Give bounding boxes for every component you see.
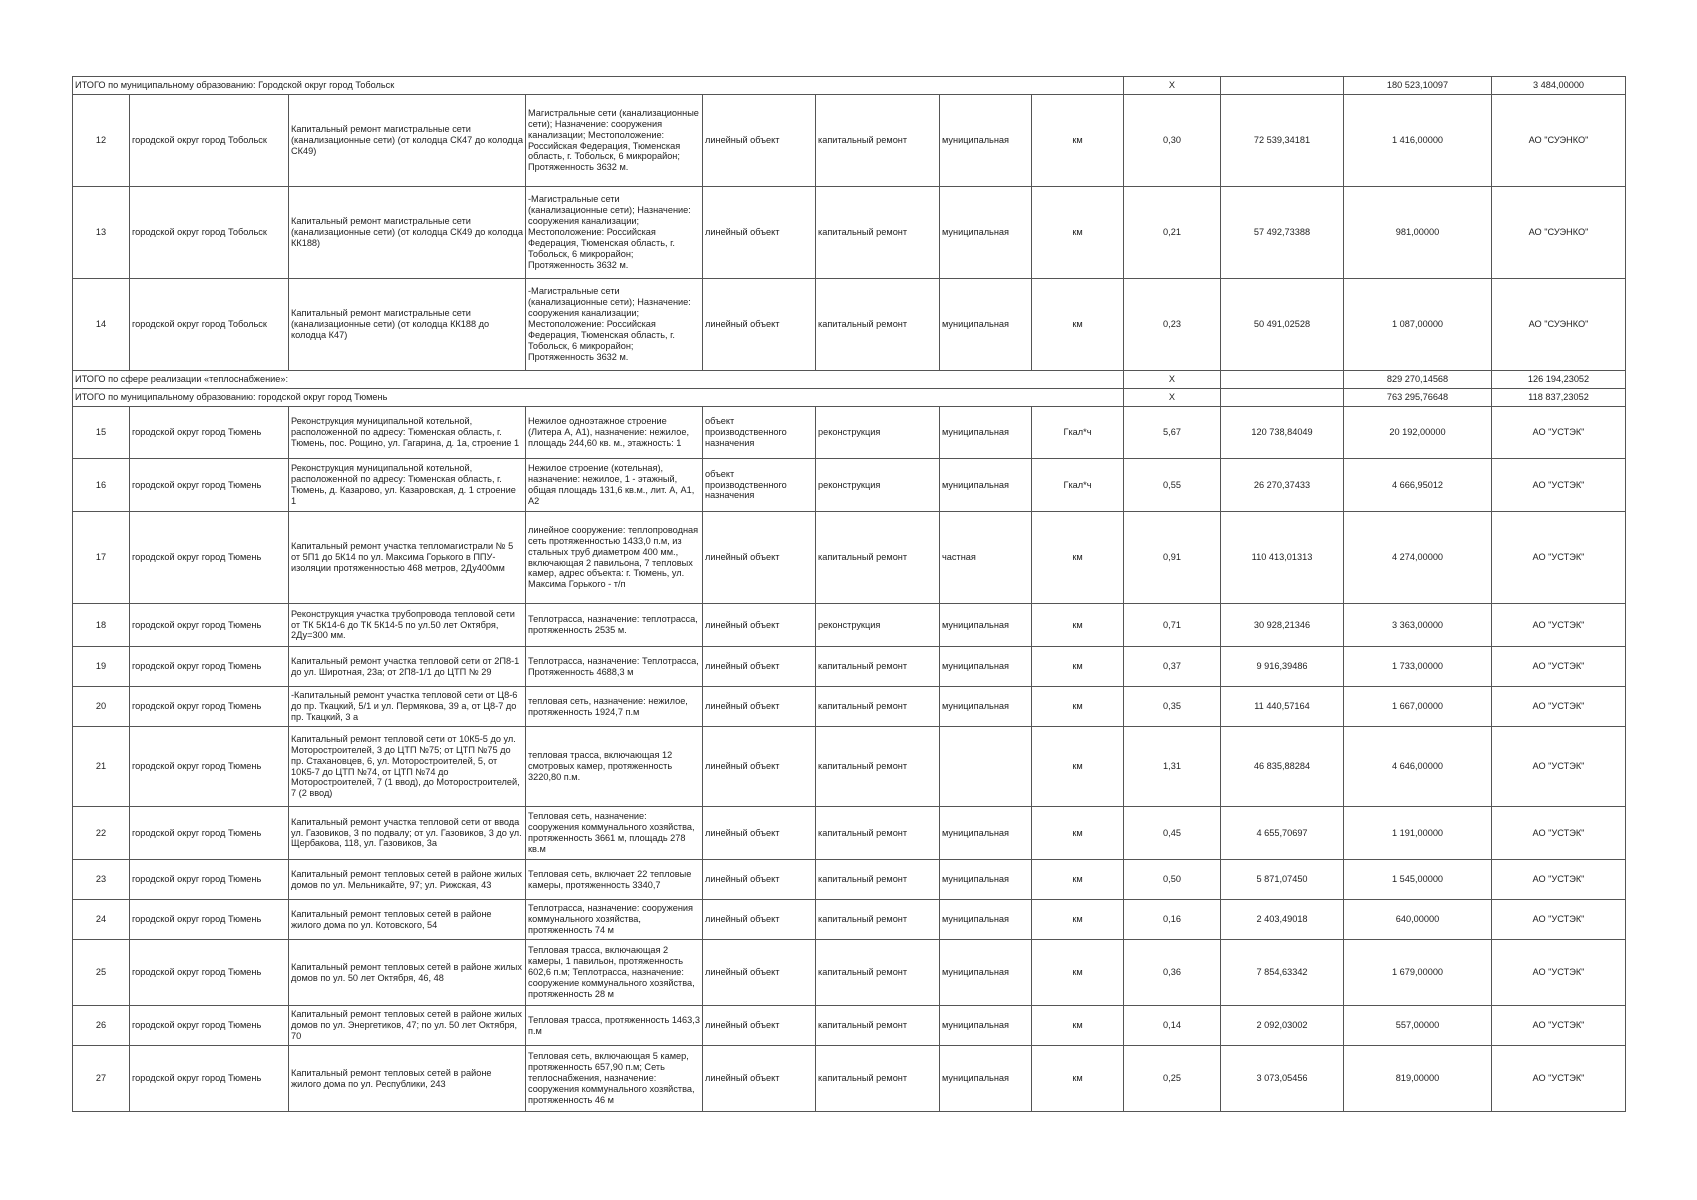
- project-name: Капитальный ремонт тепловых сетей в районе жилого дома по ул. Республики, 243: [289, 1046, 526, 1112]
- amount-total: 50 491,02528: [1221, 279, 1344, 371]
- ownership: муниципальная: [940, 1006, 1032, 1046]
- work-type: реконструкция: [816, 407, 940, 459]
- total-sum1: 763 295,76648: [1344, 389, 1492, 407]
- table-row: [73, 940, 1626, 1006]
- amount-year: 1 191,00000: [1344, 807, 1492, 860]
- total-sum1: 180 523,10097: [1344, 77, 1492, 95]
- total-row-tobolsk: [73, 77, 1626, 95]
- amount-year: 1 416,00000: [1344, 95, 1492, 187]
- object-type: объект производственного назначения: [703, 459, 816, 512]
- municipality: городской округ город Тобольск: [130, 279, 289, 371]
- quantity: 0,16: [1124, 900, 1221, 940]
- quantity: 0,55: [1124, 459, 1221, 512]
- ownership: частная: [940, 512, 1032, 604]
- quantity: 0,36: [1124, 940, 1221, 1006]
- amount-year: 1 545,00000: [1344, 860, 1492, 900]
- unit: км: [1032, 604, 1124, 647]
- object-description: Теплотрасса, назначение: сооружения коммунального хозяйства, протяженность 74 м: [526, 900, 703, 940]
- project-name: Реконструкция муниципальной котельной, расположенной по адресу: Тюменская область, г. Тюмень, д. Казарово, ул. Казаровская, д. 1 строение 1: [289, 459, 526, 512]
- quantity: 0,91: [1124, 512, 1221, 604]
- municipality: городской округ город Тюмень: [130, 940, 289, 1006]
- table-row: [73, 647, 1626, 687]
- row-number: 18: [73, 604, 130, 647]
- unit: км: [1032, 1006, 1124, 1046]
- work-type: капитальный ремонт: [816, 900, 940, 940]
- amount-total: 11 440,57164: [1221, 687, 1344, 727]
- total-sum1: 829 270,14568: [1344, 371, 1492, 389]
- ownership: муниципальная: [940, 687, 1032, 727]
- table-row: [73, 1006, 1626, 1046]
- unit: Гкал*ч: [1032, 407, 1124, 459]
- unit: Гкал*ч: [1032, 459, 1124, 512]
- total-sum2: 3 484,00000: [1492, 77, 1626, 95]
- amount-year: 20 192,00000: [1344, 407, 1492, 459]
- work-type: капитальный ремонт: [816, 1046, 940, 1112]
- row-number: 19: [73, 647, 130, 687]
- project-name: Капитальный ремонт тепловой сети от 10К5-5 до ул. Моторостроителей, 3 до ЦТП №75; от ЦТП №75 до пр. Стахановцев, 6, ул. Моторостроителей, 5, от 10К5-7 до ЦТП №74, от ЦТП №74 до Моторостроителей, 7 (1 ввод), до Моторостроителей, 7 (2 ввод): [289, 727, 526, 807]
- organization: АО "УСТЭК": [1492, 1006, 1626, 1046]
- table-row: [73, 687, 1626, 727]
- object-type: линейный объект: [703, 687, 816, 727]
- amount-year: 640,00000: [1344, 900, 1492, 940]
- municipality: городской округ город Тюмень: [130, 687, 289, 727]
- amount-year: 3 363,00000: [1344, 604, 1492, 647]
- ownership: муниципальная: [940, 860, 1032, 900]
- object-type: линейный объект: [703, 807, 816, 860]
- work-type: капитальный ремонт: [816, 807, 940, 860]
- amount-total: 2 403,49018: [1221, 900, 1344, 940]
- object-type: линейный объект: [703, 187, 816, 279]
- quantity: 0,71: [1124, 604, 1221, 647]
- amount-year: 1 733,00000: [1344, 647, 1492, 687]
- municipality: городской округ город Тюмень: [130, 1046, 289, 1112]
- amount-year: 1 679,00000: [1344, 940, 1492, 1006]
- amount-total: 5 871,07450: [1221, 860, 1344, 900]
- amount-year: 1 667,00000: [1344, 687, 1492, 727]
- object-description: -Магистральные сети (канализационные сети); Назначение: сооружения канализации; Местоположение: Российская Федерация, Тюменская область, г. Тобольск, 6 микрорайон; Протяженность 3632 м.: [526, 187, 703, 279]
- amount-total: 3 073,05456: [1221, 1046, 1344, 1112]
- total-unit: Х: [1124, 371, 1221, 389]
- work-type: капитальный ремонт: [816, 512, 940, 604]
- ownership: муниципальная: [940, 279, 1032, 371]
- table-row: [73, 807, 1626, 860]
- work-type: капитальный ремонт: [816, 1006, 940, 1046]
- organization: АО "УСТЭК": [1492, 407, 1626, 459]
- table-row: [73, 727, 1626, 807]
- unit: км: [1032, 187, 1124, 279]
- row-number: 27: [73, 1046, 130, 1112]
- total-label: ИТОГО по муниципальному образованию: Городской округ город Тобольск: [73, 77, 1124, 95]
- table-row: [73, 459, 1626, 512]
- quantity: 0,45: [1124, 807, 1221, 860]
- quantity: 5,67: [1124, 407, 1221, 459]
- total-unit: Х: [1124, 389, 1221, 407]
- total-label: ИТОГО по сфере реализации «теплоснабжение»:: [73, 371, 1124, 389]
- organization: АО "УСТЭК": [1492, 1046, 1626, 1112]
- row-number: 17: [73, 512, 130, 604]
- object-type: линейный объект: [703, 1006, 816, 1046]
- work-type: реконструкция: [816, 459, 940, 512]
- object-type: линейный объект: [703, 279, 816, 371]
- work-type: капитальный ремонт: [816, 647, 940, 687]
- total-sum2: 126 194,23052: [1492, 371, 1626, 389]
- object-type: линейный объект: [703, 647, 816, 687]
- row-number: 13: [73, 187, 130, 279]
- row-number: 23: [73, 860, 130, 900]
- organization: АО "УСТЭК": [1492, 900, 1626, 940]
- ownership: муниципальная: [940, 807, 1032, 860]
- ownership: муниципальная: [940, 187, 1032, 279]
- object-description: тепловая сеть, назначение: нежилое, протяженность 1924,7 п.м: [526, 687, 703, 727]
- table-row: [73, 604, 1626, 647]
- object-description: Тепловая сеть, включает 22 тепловые камеры, протяженность 3340,7: [526, 860, 703, 900]
- project-name: Капитальный ремонт участка тепловой сети от 2П8-1 до ул. Широтная, 23а; от 2П8-1/1 до ЦТП № 29: [289, 647, 526, 687]
- quantity: 1,31: [1124, 727, 1221, 807]
- municipality: городской округ город Тобольск: [130, 187, 289, 279]
- object-type: линейный объект: [703, 95, 816, 187]
- amount-year: 1 087,00000: [1344, 279, 1492, 371]
- project-name: Капитальный ремонт тепловых сетей в районе жилых домов по ул. 50 лет Октября, 46, 48: [289, 940, 526, 1006]
- organization: АО "УСТЭК": [1492, 860, 1626, 900]
- work-type: капитальный ремонт: [816, 687, 940, 727]
- table-row: [73, 512, 1626, 604]
- unit: км: [1032, 940, 1124, 1006]
- organization: АО "УСТЭК": [1492, 687, 1626, 727]
- object-description: Теплотрасса, назначение: теплотрасса, протяженность 2535 м.: [526, 604, 703, 647]
- amount-year: 981,00000: [1344, 187, 1492, 279]
- work-type: капитальный ремонт: [816, 860, 940, 900]
- amount-total: 110 413,01313: [1221, 512, 1344, 604]
- amount-total: 57 492,73388: [1221, 187, 1344, 279]
- amount-total: 120 738,84049: [1221, 407, 1344, 459]
- row-number: 22: [73, 807, 130, 860]
- object-description: Магистральные сети (канализационные сети); Назначение: сооружения канализации; Местоположение: Российская Федерация, Тюменская область, г. Тобольск, 6 микрорайон; Протяженность 3632 м.: [526, 95, 703, 187]
- municipality: городской округ город Тюмень: [130, 727, 289, 807]
- municipality: городской округ город Тюмень: [130, 407, 289, 459]
- organization: АО "СУЭНКО": [1492, 279, 1626, 371]
- row-number: 20: [73, 687, 130, 727]
- unit: км: [1032, 727, 1124, 807]
- quantity: 0,35: [1124, 687, 1221, 727]
- object-description: линейное сооружение: теплопроводная сеть протяженностью 1433,0 п.м, из стальных труб диаметром 400 мм., включающая 2 павильона, 7 тепловых камер, адрес объекта: г. Тюмень, ул. Максима Горького - т/п: [526, 512, 703, 604]
- quantity: 0,30: [1124, 95, 1221, 187]
- municipality: городской округ город Тюмень: [130, 860, 289, 900]
- amount-year: 4 274,00000: [1344, 512, 1492, 604]
- object-description: Теплотрасса, назначение: Теплотрасса, Протяженность 4688,3 м: [526, 647, 703, 687]
- organization: АО "УСТЭК": [1492, 647, 1626, 687]
- row-number: 15: [73, 407, 130, 459]
- project-name: Реконструкция муниципальной котельной, расположенной по адресу: Тюменская область, г. Тюмень, пос. Рощино, ул. Гагарина, д. 1а, строение 1: [289, 407, 526, 459]
- row-number: 12: [73, 95, 130, 187]
- total-label: ИТОГО по муниципальному образованию: городской округ город Тюмень: [73, 389, 1124, 407]
- unit: км: [1032, 1046, 1124, 1112]
- amount-year: 819,00000: [1344, 1046, 1492, 1112]
- work-type: капитальный ремонт: [816, 95, 940, 187]
- table-row: [73, 1046, 1626, 1112]
- project-name: Капитальный ремонт магистральные сети (канализационные сети) (от колодца СК47 до колодца СК49): [289, 95, 526, 187]
- object-type: линейный объект: [703, 1046, 816, 1112]
- object-type: линейный объект: [703, 940, 816, 1006]
- row-number: 26: [73, 1006, 130, 1046]
- amount-total: 30 928,21346: [1221, 604, 1344, 647]
- work-type: капитальный ремонт: [816, 940, 940, 1006]
- table-row: [73, 900, 1626, 940]
- row-number: 24: [73, 900, 130, 940]
- row-number: 21: [73, 727, 130, 807]
- municipality: городской округ город Тюмень: [130, 1006, 289, 1046]
- amount-total: 2 092,03002: [1221, 1006, 1344, 1046]
- municipality: городской округ город Тюмень: [130, 900, 289, 940]
- unit: км: [1032, 279, 1124, 371]
- object-type: линейный объект: [703, 900, 816, 940]
- municipality: городской округ город Тюмень: [130, 604, 289, 647]
- municipality: городской округ город Тюмень: [130, 807, 289, 860]
- organization: АО "УСТЭК": [1492, 807, 1626, 860]
- table-body: [73, 77, 1626, 1112]
- ownership: муниципальная: [940, 407, 1032, 459]
- row-number: 14: [73, 279, 130, 371]
- total-unit: Х: [1124, 77, 1221, 95]
- ownership: муниципальная: [940, 459, 1032, 512]
- object-description: -Магистральные сети (канализационные сети); Назначение: сооружения канализации; Местоположение: Российская Федерация, Тюменская область, г. Тобольск, 6 микрорайон; Протяженность 3632 м.: [526, 279, 703, 371]
- amount-year: 557,00000: [1344, 1006, 1492, 1046]
- object-description: Тепловая трасса, протяженность 1463,3 п.м: [526, 1006, 703, 1046]
- table-row: [73, 860, 1626, 900]
- quantity: 0,14: [1124, 1006, 1221, 1046]
- organization: АО "СУЭНКО": [1492, 95, 1626, 187]
- municipality: городской округ город Тобольск: [130, 95, 289, 187]
- ownership: муниципальная: [940, 604, 1032, 647]
- object-type: объект производственного назначения: [703, 407, 816, 459]
- object-description: Тепловая сеть, назначение: сооружения коммунального хозяйства, протяженность 3661 м, площадь 278 кв.м: [526, 807, 703, 860]
- ownership: муниципальная: [940, 940, 1032, 1006]
- work-type: капитальный ремонт: [816, 279, 940, 371]
- ownership: муниципальная: [940, 647, 1032, 687]
- work-type: капитальный ремонт: [816, 187, 940, 279]
- object-type: линейный объект: [703, 860, 816, 900]
- unit: км: [1032, 512, 1124, 604]
- unit: км: [1032, 647, 1124, 687]
- table-row: [73, 187, 1626, 279]
- project-name: Капитальный ремонт тепловых сетей в районе жилого дома по ул. Котовского, 54: [289, 900, 526, 940]
- amount-total: 9 916,39486: [1221, 647, 1344, 687]
- project-name: Капитальный ремонт участка тепломагистрали № 5 от 5П1 до 5К14 по ул. Максима Горького в ППУ-изоляции протяженностью 468 метров, 2Ду400мм: [289, 512, 526, 604]
- unit: км: [1032, 900, 1124, 940]
- unit: км: [1032, 95, 1124, 187]
- table-row: [73, 95, 1626, 187]
- project-name: Капитальный ремонт магистральные сети (канализационные сети) (от колодца КК188 до колодца К47): [289, 279, 526, 371]
- total-qty: [1221, 371, 1344, 389]
- quantity: 0,50: [1124, 860, 1221, 900]
- organization: АО "УСТЭК": [1492, 940, 1626, 1006]
- amount-total: 4 655,70697: [1221, 807, 1344, 860]
- organization: АО "УСТЭК": [1492, 727, 1626, 807]
- total-qty: [1221, 77, 1344, 95]
- quantity: 0,37: [1124, 647, 1221, 687]
- row-number: 16: [73, 459, 130, 512]
- row-number: 25: [73, 940, 130, 1006]
- object-description: Нежилое строение (котельная), назначение: нежилое, 1 - этажный, общая площадь 131,6 кв.м., лит. А, А1, А2: [526, 459, 703, 512]
- organization: АО "УСТЭК": [1492, 604, 1626, 647]
- object-description: Тепловая трасса, включающая 2 камеры, 1 павильон, протяженность 602,6 п.м; Теплотрасса, назначение: сооружение коммунального хозяйства, протяженность 28 м: [526, 940, 703, 1006]
- amount-total: 72 539,34181: [1221, 95, 1344, 187]
- object-type: линейный объект: [703, 727, 816, 807]
- investment-program-table: [72, 76, 1626, 1112]
- project-name: Капитальный ремонт участка тепловой сети от ввода ул. Газовиков, 3 по подвалу; от ул. Газовиков, 3 до ул. Щербакова, 118, ул. Газовиков, 3а: [289, 807, 526, 860]
- work-type: капитальный ремонт: [816, 727, 940, 807]
- project-name: Капитальный ремонт магистральные сети (канализационные сети) (от колодца СК49 до колодца КК188): [289, 187, 526, 279]
- municipality: городской округ город Тюмень: [130, 647, 289, 687]
- amount-total: 46 835,88284: [1221, 727, 1344, 807]
- ownership: муниципальная: [940, 1046, 1032, 1112]
- object-type: линейный объект: [703, 512, 816, 604]
- project-name: -Капитальный ремонт участка тепловой сети от Ц8-6 до пр. Ткацкий, 5/1 и ул. Пермякова, 39 а, от Ц8-7 до пр. Ткацкий, 3 а: [289, 687, 526, 727]
- project-name: Капитальный ремонт тепловых сетей в районе жилых домов по ул. Мельникайте, 97; ул. Рижская, 43: [289, 860, 526, 900]
- table-row: [73, 279, 1626, 371]
- work-type: реконструкция: [816, 604, 940, 647]
- project-name: Капитальный ремонт тепловых сетей в районе жилых домов по ул. Энергетиков, 47; по ул. 50 лет Октября, 70: [289, 1006, 526, 1046]
- quantity: 0,23: [1124, 279, 1221, 371]
- ownership: муниципальная: [940, 95, 1032, 187]
- organization: АО "СУЭНКО": [1492, 187, 1626, 279]
- amount-total: 7 854,63342: [1221, 940, 1344, 1006]
- object-description: Тепловая сеть, включающая 5 камер, протяженность 657,90 п.м; Сеть теплоснабжения, назначение: сооружения коммунального хозяйства, протяженность 46 м: [526, 1046, 703, 1112]
- amount-total: 26 270,37433: [1221, 459, 1344, 512]
- total-sum2: 118 837,23052: [1492, 389, 1626, 407]
- amount-year: 4 646,00000: [1344, 727, 1492, 807]
- quantity: 0,25: [1124, 1046, 1221, 1112]
- table-row: [73, 407, 1626, 459]
- unit: км: [1032, 807, 1124, 860]
- object-type: линейный объект: [703, 604, 816, 647]
- amount-year: 4 666,95012: [1344, 459, 1492, 512]
- object-description: тепловая трасса, включающая 12 смотровых камер, протяженность 3220,80 п.м.: [526, 727, 703, 807]
- project-name: Реконструкция участка трубопровода тепловой сети от ТК 5К14-6 до ТК 5К14-5 по ул.50 лет Октября, 2Ду=300 мм.: [289, 604, 526, 647]
- total-row-tyumen: [73, 389, 1626, 407]
- total-qty: [1221, 389, 1344, 407]
- organization: АО "УСТЭК": [1492, 459, 1626, 512]
- ownership: [940, 727, 1032, 807]
- total-row-heat-sphere: [73, 371, 1626, 389]
- ownership: муниципальная: [940, 900, 1032, 940]
- quantity: 0,21: [1124, 187, 1221, 279]
- object-description: Нежилое одноэтажное строение (Литера А, А1), назначение: нежилое, площадь 244,60 кв. м., этажность: 1: [526, 407, 703, 459]
- unit: км: [1032, 860, 1124, 900]
- unit: км: [1032, 687, 1124, 727]
- organization: АО "УСТЭК": [1492, 512, 1626, 604]
- municipality: городской округ город Тюмень: [130, 512, 289, 604]
- municipality: городской округ город Тюмень: [130, 459, 289, 512]
